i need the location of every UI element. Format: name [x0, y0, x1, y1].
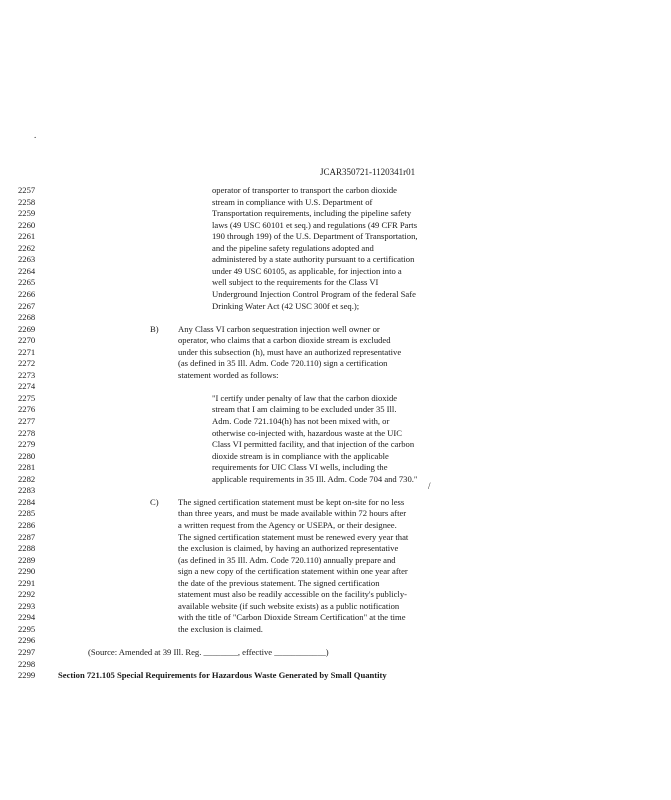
line-number: 2291 — [18, 577, 36, 588]
line-text: the exclusion is claimed. — [178, 623, 263, 634]
line-number: 2282 — [18, 473, 36, 484]
line-number: 2296 — [18, 635, 36, 646]
line-number: 2292 — [18, 589, 36, 600]
line-number: 2264 — [18, 265, 36, 276]
line-text: The signed certification statement must be renewed every year that — [178, 531, 409, 542]
line-number: 2293 — [18, 600, 36, 611]
line-text: operator, who claims that a carbon dioxide stream is excluded — [178, 335, 391, 346]
line-number: 2285 — [18, 508, 36, 519]
line-text: (as defined in 35 Ill. Adm. Code 720.110) sign a certification — [178, 358, 388, 369]
line-number: 2299 — [18, 670, 36, 681]
line-text: operator of transporter to transport the carbon dioxide — [212, 185, 397, 195]
line-number: 2290 — [18, 566, 36, 577]
line-number: 2269 — [18, 323, 36, 334]
document-header-code: JCAR350721-1120341r01 — [320, 167, 416, 177]
line-number: 2280 — [18, 450, 36, 461]
line-text: Class VI permitted facility, and that injection of the carbon — [212, 439, 415, 450]
line-text: dioxide stream is in compliance with the applicable — [212, 450, 389, 461]
line-number: 2270 — [18, 335, 36, 346]
line-number: 2275 — [18, 392, 36, 403]
line-number: 2283 — [18, 485, 36, 496]
line-number: 2288 — [18, 543, 36, 554]
line-number: 2272 — [18, 358, 36, 369]
line-number: 2257 — [18, 185, 36, 195]
line-text: Drinking Water Act (42 USC 300f et seq.); — [212, 300, 360, 311]
line-number: 2281 — [18, 462, 36, 473]
line-text: available website (if such website exists) as a public notification — [178, 600, 400, 611]
line-text: the date of the previous statement. The signed certification — [178, 577, 380, 588]
line-text: with the title of "Carbon Dioxide Stream Certification" at the time — [178, 612, 406, 623]
line-number: 2261 — [18, 231, 36, 242]
line-number: 2297 — [18, 647, 36, 657]
line-text: well subject to the requirements for the Class VI — [212, 277, 379, 288]
line-text: administered by a state authority pursuant to a certification — [212, 254, 415, 265]
line-number: 2263 — [18, 254, 36, 265]
line-number: 2294 — [18, 612, 36, 623]
line-number: 2277 — [18, 416, 36, 426]
subsection-label: C) — [150, 496, 159, 507]
line-text: (Source: Amended at 39 Ill. Reg. ________, effective ____________) — [88, 647, 329, 657]
line-number: 2271 — [18, 346, 36, 357]
line-text: the exclusion is claimed, by having an authorized representative — [178, 543, 399, 554]
line-text: under 49 USC 60105, as applicable, for injection into a — [212, 265, 402, 276]
line-text: Adm. Code 721.104(h) has not been mixed with, or — [212, 416, 390, 426]
line-number: 2278 — [18, 427, 36, 438]
line-number: 2287 — [18, 531, 36, 542]
line-text: laws (49 USC 60101 et seq.) and regulations (49 CFR Parts — [212, 219, 418, 230]
line-text: (as defined in 35 Ill. Adm. Code 720.110) annually prepare and — [178, 554, 396, 565]
line-text: and the pipeline safety regulations adopted and — [212, 242, 374, 253]
line-number: 2289 — [18, 554, 36, 565]
line-text: under this subsection (h), must have an authorized representative — [178, 346, 402, 357]
line-number: 2276 — [18, 404, 36, 415]
line-number: 2259 — [18, 208, 36, 219]
line-number: 2295 — [18, 623, 36, 634]
line-text: Underground Injection Control Program of the federal Safe — [212, 288, 416, 299]
line-number: 2266 — [18, 288, 36, 299]
line-number: 2268 — [18, 312, 36, 323]
line-text: 190 through 199) of the U.S. Department of Transportation, — [212, 231, 418, 242]
subsection-label: B) — [150, 323, 159, 334]
line-number: 2274 — [18, 381, 36, 392]
line-text: statement must also be readily accessible on the facility's publicly- — [178, 589, 407, 600]
stray-dot: . — [34, 130, 37, 140]
line-text: Any Class VI carbon sequestration injection well owner or — [178, 323, 380, 334]
line-text: "I certify under penalty of law that the carbon dioxide — [212, 392, 398, 403]
line-number: 2262 — [18, 242, 36, 253]
line-text: Transportation requirements, including the pipeline safety — [212, 208, 412, 219]
line-text: a written request from the Agency or USEPA, or their designee. — [178, 519, 397, 530]
line-number: 2273 — [18, 369, 36, 380]
line-number: 2286 — [18, 519, 36, 530]
section-heading: Section 721.105 Special Requirements for Hazardous Waste Generated by Small Quantity — [58, 670, 387, 681]
line-text: than three years, and must be made available within 72 hours after — [178, 508, 407, 519]
line-number: 2298 — [18, 658, 36, 669]
line-text: otherwise co-injected with, hazardous waste at the UIC — [212, 427, 402, 438]
line-number: 2260 — [18, 219, 36, 230]
line-text: The signed certification statement must be kept on-site for no less — [178, 496, 405, 507]
line-text: requirements for UIC Class VI wells, including the — [212, 462, 388, 473]
stray-slash: / — [428, 481, 431, 491]
line-number: 2279 — [18, 439, 36, 450]
line-number: 2267 — [18, 300, 36, 311]
line-text: stream in compliance with U.S. Department of — [212, 196, 373, 207]
line-text: statement worded as follows: — [178, 369, 279, 380]
line-number: 2284 — [18, 496, 36, 507]
line-number: 2265 — [18, 277, 36, 288]
line-text: stream that I am claiming to be excluded under 35 Ill. — [212, 404, 397, 415]
line-text: applicable requirements in 35 Ill. Adm. Code 704 and 730." — [212, 473, 418, 484]
line-text: sign a new copy of the certification statement within one year after — [178, 566, 408, 577]
line-number: 2258 — [18, 196, 36, 207]
